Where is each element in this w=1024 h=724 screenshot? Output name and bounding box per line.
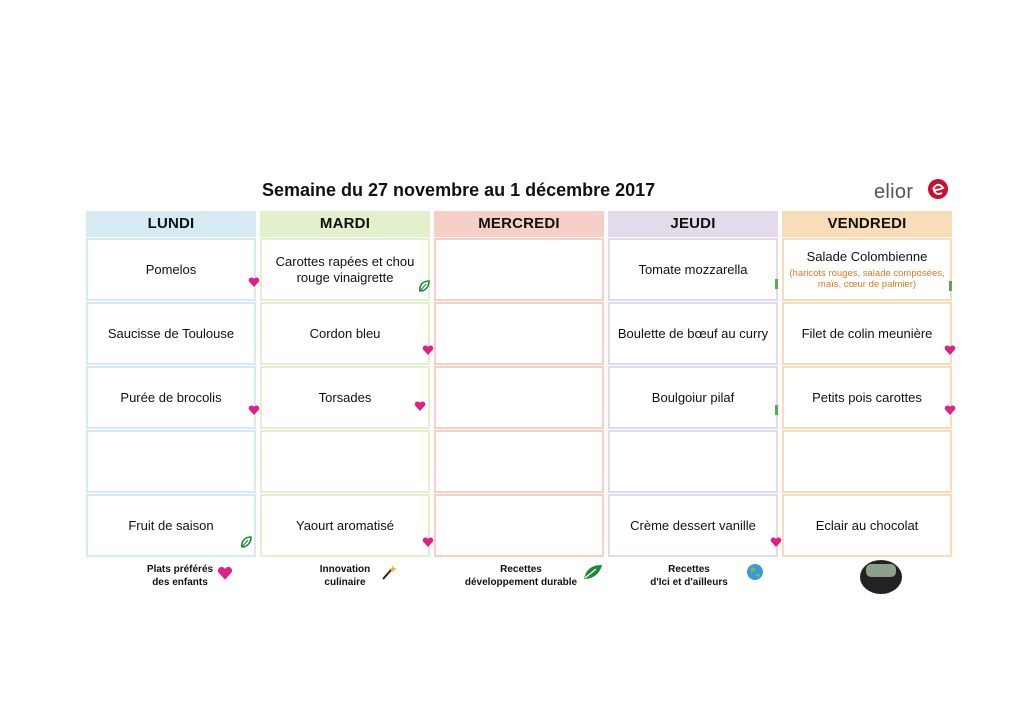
menu-cell bbox=[608, 366, 778, 429]
menu-cell bbox=[608, 238, 778, 301]
legend-label-line1: Plats préférés bbox=[146, 564, 214, 575]
menu-item-text: Eclair au chocolat bbox=[815, 517, 919, 533]
day-header: LUNDI bbox=[86, 211, 256, 237]
heart-icon bbox=[414, 400, 426, 412]
heart-icon bbox=[770, 536, 782, 548]
heart-icon bbox=[944, 344, 956, 356]
heart-icon bbox=[216, 565, 234, 581]
legend-label-line1: Recettes bbox=[500, 564, 542, 575]
menu-cell bbox=[260, 430, 430, 493]
menu-item-detail: (haricots rouges, salade composées, maïs, cœur de palmier) bbox=[789, 268, 945, 290]
legend-item-ailleurs bbox=[634, 563, 744, 589]
heart-icon bbox=[944, 404, 956, 416]
legend-item-innovation bbox=[300, 563, 390, 589]
menu-item-text: Boulgoiur pilaf bbox=[651, 389, 735, 405]
menu-cell bbox=[782, 238, 952, 301]
day-header: MERCREDI bbox=[434, 211, 604, 237]
legend-label-line2: culinaire bbox=[324, 577, 366, 588]
menu-item-text: Petits pois carottes bbox=[812, 389, 922, 405]
leaf-icon bbox=[418, 280, 430, 292]
seal-logo bbox=[860, 560, 902, 594]
menu-item-text: Tomate mozzarella bbox=[638, 261, 748, 277]
menu-cell bbox=[434, 494, 604, 557]
menu-cell bbox=[86, 430, 256, 493]
menu-item-text: Boulette de bœuf au curry bbox=[617, 325, 769, 341]
legend-label-line2: des enfants bbox=[152, 577, 208, 588]
menu-item-text: Salade Colombienne bbox=[806, 249, 928, 264]
leaf-icon bbox=[240, 536, 252, 548]
legend-item-durable bbox=[456, 563, 586, 589]
legend-label-line1: Recettes bbox=[668, 564, 710, 575]
menu-cell bbox=[260, 238, 430, 301]
menu-cell bbox=[260, 366, 430, 429]
menu-cell bbox=[434, 430, 604, 493]
menu-cell bbox=[260, 302, 430, 365]
menu-cell bbox=[86, 494, 256, 557]
menu-cell bbox=[608, 302, 778, 365]
menu-cell bbox=[86, 366, 256, 429]
page-title: Semaine du 27 novembre au 1 décembre 2017 bbox=[262, 180, 656, 200]
menu-item-text: Crème dessert vanille bbox=[630, 517, 756, 533]
day-column-jeudi bbox=[608, 211, 778, 557]
menu-item-text: Cordon bleu bbox=[309, 325, 381, 341]
menu-item-text: Fruit de saison bbox=[128, 517, 214, 533]
menu-item-text: Torsades bbox=[318, 389, 372, 405]
logo-text: elior bbox=[874, 181, 914, 203]
day-column-vendredi bbox=[782, 211, 952, 557]
globe-icon bbox=[770, 404, 782, 416]
heart-icon bbox=[248, 404, 260, 416]
menu-cell bbox=[86, 238, 256, 301]
menu-item-text: Carottes rapées et chou rouge vinaigrette bbox=[275, 253, 415, 285]
seal-illustration bbox=[866, 564, 896, 577]
globe-icon bbox=[770, 278, 782, 290]
menu-item-text: Purée de brocolis bbox=[120, 389, 222, 405]
heart-icon bbox=[248, 276, 260, 288]
day-column-lundi bbox=[86, 211, 256, 557]
leaf-icon bbox=[582, 563, 604, 581]
menu-item-text: Pomelos bbox=[145, 261, 197, 277]
day-header: VENDREDI bbox=[782, 211, 952, 237]
legend-item-enfants bbox=[120, 563, 240, 589]
day-column-mercredi bbox=[434, 211, 604, 557]
legend-label-line1: Innovation bbox=[319, 564, 371, 575]
menu-cell bbox=[782, 302, 952, 365]
menu-cell bbox=[608, 494, 778, 557]
globe-icon bbox=[944, 280, 956, 292]
menu-cell bbox=[782, 366, 952, 429]
logo-mark-icon bbox=[927, 178, 949, 200]
menu-cell bbox=[782, 430, 952, 493]
menu-item-text: Saucisse de Toulouse bbox=[107, 325, 235, 341]
menu-cell bbox=[782, 494, 952, 557]
day-header: JEUDI bbox=[608, 211, 778, 237]
heart-icon bbox=[422, 536, 434, 548]
menu-item-text: Yaourt aromatisé bbox=[295, 517, 395, 533]
menu-cell bbox=[434, 302, 604, 365]
day-header: MARDI bbox=[260, 211, 430, 237]
legend-label-line2: d'Ici et d'ailleurs bbox=[650, 577, 728, 588]
menu-item-wrap bbox=[784, 249, 950, 290]
elior-logo bbox=[874, 178, 948, 208]
menu-cell bbox=[260, 494, 430, 557]
menu-cell bbox=[608, 430, 778, 493]
menu-cell bbox=[434, 366, 604, 429]
menu-item-text: Filet de colin meunière bbox=[801, 325, 933, 341]
globe-icon bbox=[746, 563, 764, 581]
menu-cell bbox=[434, 238, 604, 301]
legend-label-line2: développement durable bbox=[464, 577, 578, 588]
menu-cell bbox=[86, 302, 256, 365]
magic-wand-icon bbox=[380, 563, 398, 581]
day-column-mardi bbox=[260, 211, 430, 557]
heart-icon bbox=[422, 344, 434, 356]
